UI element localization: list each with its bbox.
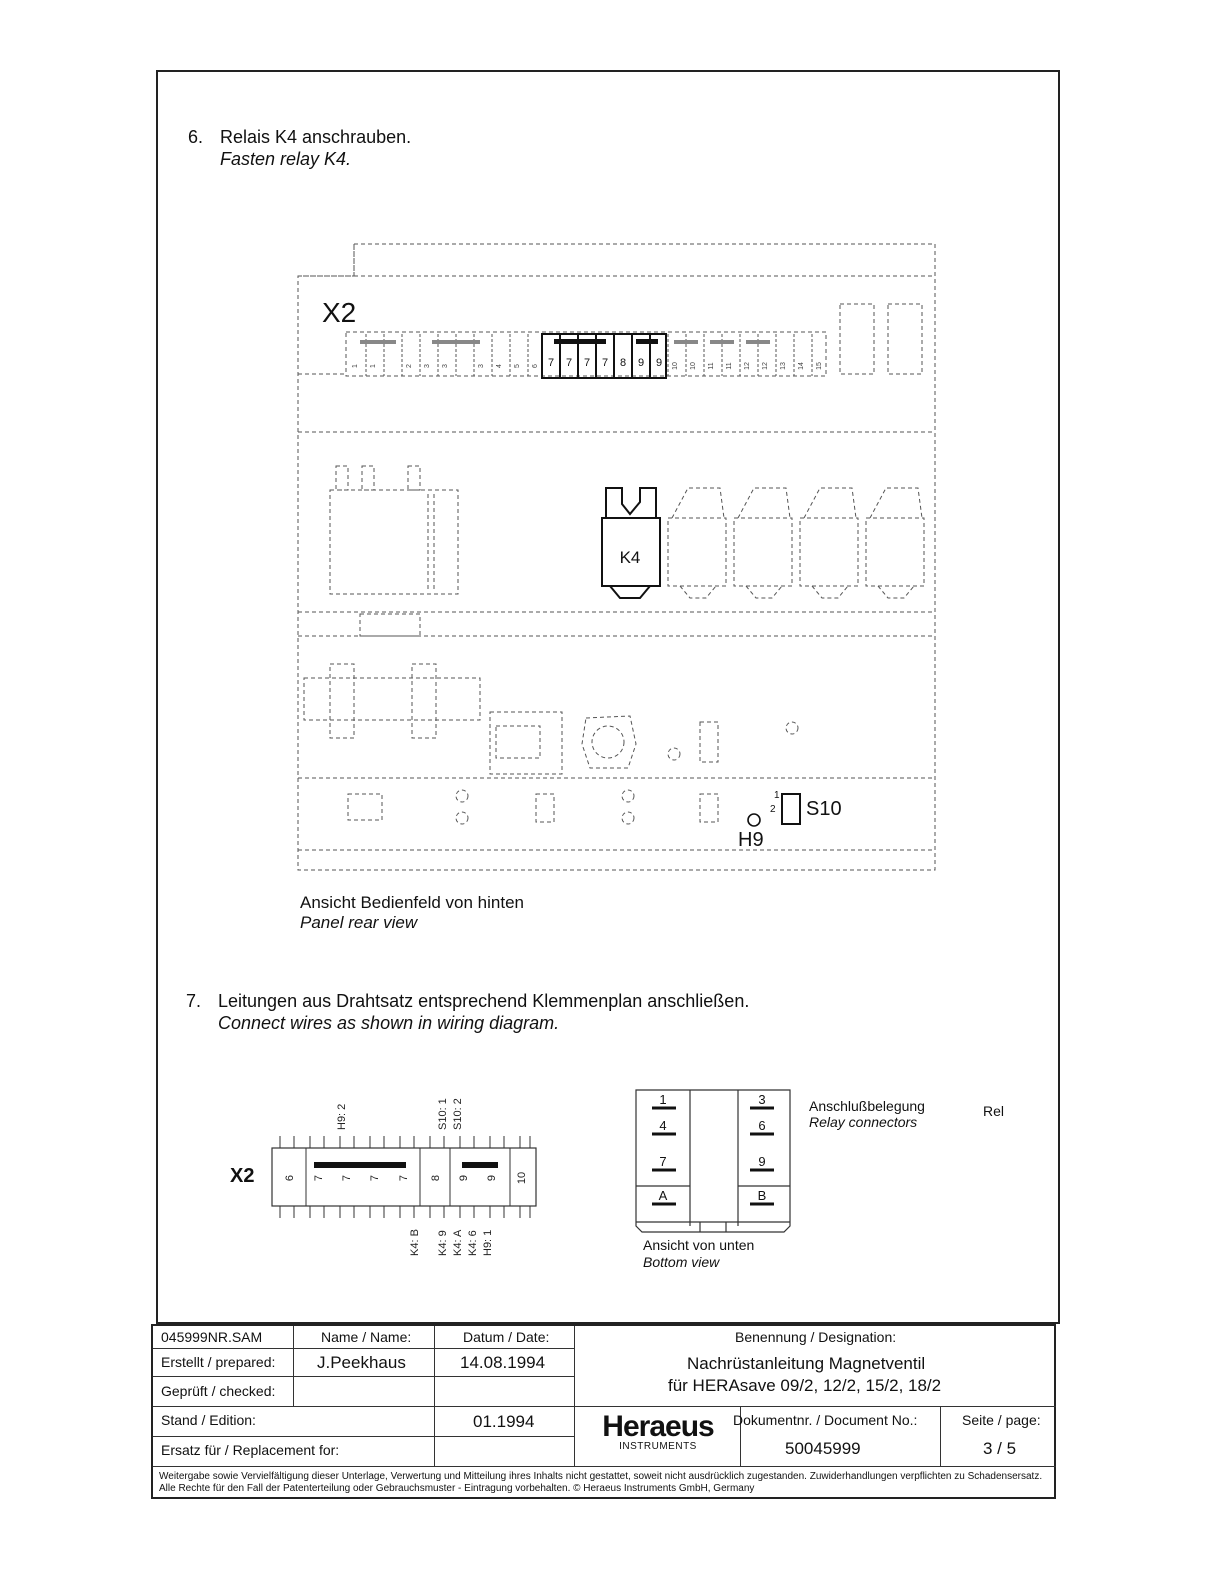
- terminal-number: 3: [442, 364, 449, 368]
- step-text-de: Leitungen aus Drahtsatz entsprechend Klemmenplan anschließen.: [218, 991, 750, 1011]
- terminal-number: 2: [406, 364, 413, 368]
- terminal-number: 8: [619, 357, 627, 369]
- terminal-number: 4: [496, 364, 503, 368]
- wiring-terminal: 9: [458, 1174, 470, 1182]
- file-name: 045999NR.SAM: [161, 1329, 263, 1345]
- prepared-label: Erstellt / prepared:: [161, 1354, 276, 1370]
- relay-pin: 1: [659, 1092, 667, 1107]
- terminal-number: 7: [547, 357, 555, 369]
- wire-label-bottom: K4: 9: [437, 1230, 449, 1256]
- wiring-terminal: 7: [341, 1174, 353, 1182]
- document-no: 50045999: [785, 1439, 861, 1458]
- wire-label-top: H9: 2: [336, 1103, 348, 1130]
- relay-connectors-caption: [809, 1098, 925, 1130]
- led-h9-label: H9: [738, 829, 764, 851]
- page-value: 3 / 5: [983, 1439, 1017, 1458]
- heraeus-logo: [575, 1412, 741, 1452]
- terminal-number: 7: [583, 357, 591, 369]
- title-block: [151, 1324, 1056, 1499]
- wiring-terminal: 6: [284, 1174, 296, 1182]
- prepared-name: J.Peekhaus: [317, 1353, 406, 1372]
- terminal-number: 7: [565, 357, 573, 369]
- wiring-terminal: 10: [516, 1171, 528, 1185]
- wiring-terminal: 8: [430, 1174, 442, 1182]
- relay-pin: 3: [758, 1092, 766, 1107]
- terminal-number: 5: [514, 364, 521, 368]
- terminal-number: 1: [370, 364, 377, 368]
- designation-line-1: Nachrüstanleitung Magnetventil: [687, 1354, 926, 1373]
- wiring-terminal: 7: [398, 1174, 410, 1182]
- switch-pin-2: 2: [770, 804, 776, 815]
- terminal-number: 12: [744, 362, 751, 370]
- wire-label-top: S10: 1: [437, 1098, 449, 1130]
- terminal-number: 3: [424, 364, 431, 368]
- wiring-terminal: 7: [313, 1174, 325, 1182]
- relay-pin: A: [658, 1188, 668, 1203]
- relay-k4-label: K4: [619, 548, 641, 567]
- switch-s10-label: S10: [806, 798, 842, 820]
- terminal-number: 1: [352, 364, 359, 368]
- terminal-number: 6: [532, 364, 539, 368]
- date-header: Datum / Date:: [463, 1329, 550, 1345]
- legal-notice: Weitergabe sowie Vervielfältigung dieser Unterlage, Verwertung und Mitteilung ihres Inhalts nicht gestattet, soweit nicht ausdrücklich zugestanden. Zuwiderhandlungen verpflichten zu Schadensersatz. Alle Rechte für den Fall der Patenterteilung oder Gebrauchsmuster - Eintragung vorbehalten. © Heraeus Instruments GmbH, Germany: [159, 1471, 1043, 1494]
- relay-connectors-de: Anschlußbelegung: [809, 1098, 925, 1114]
- terminal-number: 11: [708, 362, 715, 370]
- bottom-view-en: Bottom view: [643, 1254, 720, 1270]
- wire-label-bottom: K4: 6: [467, 1230, 479, 1256]
- step-text-en: Fasten relay K4.: [220, 149, 352, 169]
- terminal-number: 3: [478, 364, 485, 368]
- relay-extra-label: Rel: [983, 1103, 1005, 1119]
- relay-pin: 9: [758, 1154, 766, 1169]
- wire-label-bottom: K4: B: [409, 1229, 421, 1256]
- step-number: 6.: [188, 127, 204, 147]
- wiring-connector-label: X2: [230, 1165, 255, 1187]
- replacement-label: Ersatz für / Replacement for:: [161, 1442, 340, 1458]
- terminal-number: 13: [780, 362, 787, 370]
- designation-line-2: für HERAsave 09/2, 12/2, 15/2, 18/2: [668, 1376, 942, 1395]
- relay-pin: 6: [758, 1118, 766, 1133]
- relay-pin: B: [757, 1188, 767, 1203]
- checked-label: Geprüft / checked:: [161, 1383, 276, 1399]
- terminal-number: 9: [637, 357, 645, 369]
- step-text-de: Relais K4 anschrauben.: [220, 127, 412, 147]
- terminal-number: 12: [762, 362, 769, 370]
- terminal-number: 10: [690, 362, 697, 370]
- name-header: Name / Name:: [321, 1329, 412, 1345]
- logo-main: Heraeus: [602, 1410, 714, 1443]
- terminal-number: 9: [655, 357, 663, 369]
- relay-connectors-en: Relay connectors: [809, 1114, 918, 1130]
- terminal-number: 11: [726, 362, 733, 370]
- bottom-view-de: Ansicht von unten: [643, 1237, 755, 1253]
- wiring-terminal: 9: [486, 1174, 498, 1182]
- terminal-number: 7: [601, 357, 609, 369]
- terminal-number: 10: [672, 362, 679, 370]
- relay-pin: 4: [659, 1118, 667, 1133]
- wire-label-top: S10: 2: [452, 1098, 464, 1130]
- bottom-view-caption: [643, 1237, 754, 1271]
- logo-sub: INSTRUMENTS: [619, 1441, 697, 1452]
- edition-label: Stand / Edition:: [161, 1412, 256, 1428]
- panel-caption-de: Ansicht Bedienfeld von hinten: [300, 893, 524, 912]
- switch-pin-1: 1: [774, 790, 780, 801]
- wire-label-bottom: K4: A: [452, 1229, 464, 1256]
- connector-label: X2: [322, 297, 357, 328]
- wire-label-bottom: H9: 1: [482, 1229, 494, 1256]
- terminal-number: 14: [798, 362, 805, 370]
- edition-value: 01.1994: [473, 1412, 535, 1431]
- prepared-date: 14.08.1994: [460, 1353, 546, 1372]
- panel-caption-en: Panel rear view: [300, 913, 418, 932]
- terminal-number: 15: [816, 362, 823, 370]
- step-number: 7.: [186, 991, 202, 1011]
- designation-header: Benennung / Designation:: [735, 1329, 897, 1345]
- page-label: Seite / page:: [962, 1412, 1041, 1428]
- step-text-en: Connect wires as shown in wiring diagram.: [218, 1013, 560, 1033]
- relay-pin: 7: [659, 1154, 667, 1169]
- wiring-terminal: 7: [369, 1174, 381, 1182]
- document-no-label: Dokumentnr. / Document No.:: [733, 1412, 918, 1428]
